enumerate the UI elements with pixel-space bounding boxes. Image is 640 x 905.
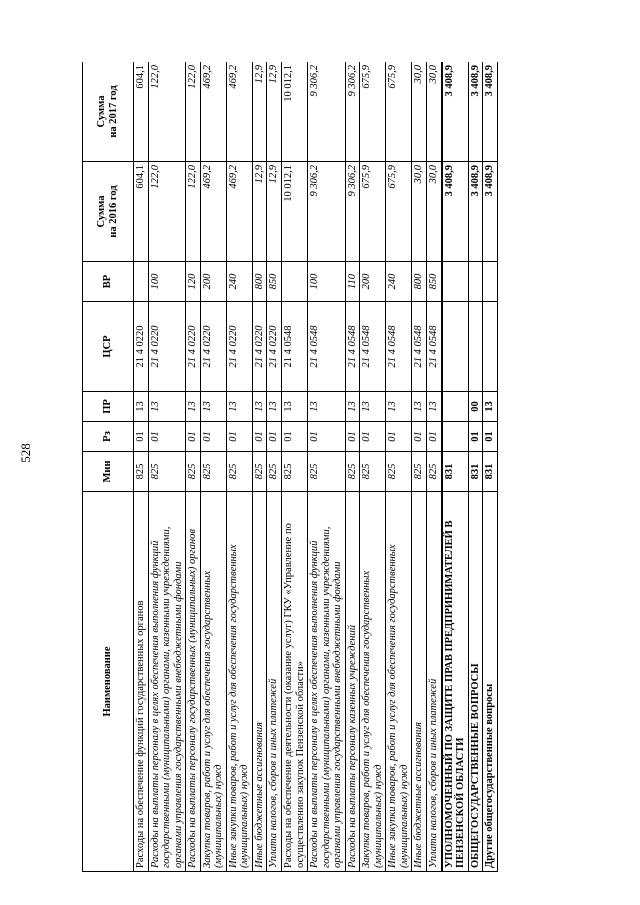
row-name: Иные бюджетные ассигнования	[412, 492, 427, 872]
row-min: 825	[412, 452, 427, 492]
row-vr	[442, 262, 469, 302]
row-pr: 13	[134, 392, 149, 422]
row-name: Расходы на обеспечение функций государственных органов	[134, 492, 149, 872]
row-pr: 13	[200, 392, 226, 422]
row-min: 825	[360, 452, 386, 492]
page-number-text: 528	[18, 442, 33, 463]
row-sum-2017: 122,0	[186, 62, 201, 162]
row-csr: 21 4 0548	[282, 302, 308, 392]
table-row	[267, 62, 282, 872]
row-sum-2016: 10 012,1	[282, 162, 308, 262]
row-name: Расходы на обеспечение деятельности (оказание услуг) ГКУ «Управление по осуществлению закупок Пензенской области»	[282, 492, 308, 872]
row-sum-2016: 9 306,2	[345, 162, 360, 262]
table-row	[226, 62, 252, 872]
table-header	[83, 62, 134, 872]
row-csr	[483, 302, 498, 392]
row-name: Другие общегосударственные вопросы	[483, 492, 498, 872]
row-rz: 01	[134, 422, 149, 452]
table-row	[308, 62, 346, 872]
table-row	[468, 62, 483, 872]
row-rz: 01	[386, 422, 412, 452]
row-min: 825	[252, 452, 267, 492]
table-row	[483, 62, 498, 872]
row-pr: 13	[360, 392, 386, 422]
row-vr: 200	[200, 262, 226, 302]
table-row	[412, 62, 427, 872]
row-rz: 01	[267, 422, 282, 452]
row-name: Расходы на выплаты персоналу в целях обеспечения выполнения функций государственными (муниципальными) органами, казенными учреждениями, органами управления государственными внебюджетными фондами	[308, 492, 346, 872]
header-sum-2017	[83, 62, 134, 162]
row-pr: 13	[308, 392, 346, 422]
row-min: 825	[134, 452, 149, 492]
row-sum-2017: 675,9	[360, 62, 386, 162]
row-pr: 13	[345, 392, 360, 422]
row-vr: 110	[345, 262, 360, 302]
row-sum-2017: 3 408,9	[442, 62, 469, 162]
row-min: 825	[186, 452, 201, 492]
row-rz	[442, 422, 469, 452]
row-csr: 21 4 0548	[386, 302, 412, 392]
row-rz: 01	[468, 422, 483, 452]
row-vr: 100	[308, 262, 346, 302]
row-pr: 13	[386, 392, 412, 422]
row-rz: 01	[282, 422, 308, 452]
row-vr: 240	[226, 262, 252, 302]
row-rz: 01	[148, 422, 186, 452]
table-rotator	[82, 62, 584, 872]
table-row	[345, 62, 360, 872]
table-row	[282, 62, 308, 872]
row-sum-2017: 604,1	[134, 62, 149, 162]
row-pr: 13	[252, 392, 267, 422]
header-pr: ПР	[83, 392, 134, 422]
row-pr	[442, 392, 469, 422]
header-name: Наименование	[83, 492, 134, 872]
row-sum-2016: 122,0	[148, 162, 186, 262]
table-row	[360, 62, 386, 872]
row-name: Уплата налогов, сборов и иных платежей	[267, 492, 282, 872]
row-sum-2017: 122,0	[148, 62, 186, 162]
header-csr: ЦСР	[83, 302, 134, 392]
row-sum-2016: 675,9	[360, 162, 386, 262]
row-vr	[468, 262, 483, 302]
header-rz: Рз	[83, 422, 134, 452]
row-sum-2017: 9 306,2	[345, 62, 360, 162]
row-pr: 13	[226, 392, 252, 422]
row-sum-2017: 30,0	[412, 62, 427, 162]
row-sum-2016: 3 408,9	[442, 162, 469, 262]
row-sum-2017: 675,9	[386, 62, 412, 162]
row-name: ОБЩЕГОСУДАРСТВЕННЫЕ ВОПРОСЫ	[468, 492, 483, 872]
row-sum-2016: 469,2	[200, 162, 226, 262]
row-min: 825	[345, 452, 360, 492]
row-sum-2016: 469,2	[226, 162, 252, 262]
row-pr: 00	[468, 392, 483, 422]
row-min: 825	[148, 452, 186, 492]
table-row	[186, 62, 201, 872]
row-sum-2017: 3 408,9	[483, 62, 498, 162]
row-csr: 21 4 0220	[186, 302, 201, 392]
row-csr	[442, 302, 469, 392]
row-name: Закупка товаров, работ и услуг для обеспечения государственных (муниципальных) нужд	[360, 492, 386, 872]
row-vr: 800	[252, 262, 267, 302]
row-csr: 21 4 0220	[267, 302, 282, 392]
row-name: Иные бюджетные ассигнования	[252, 492, 267, 872]
row-vr: 100	[148, 262, 186, 302]
row-pr: 13	[483, 392, 498, 422]
table-row	[386, 62, 412, 872]
header-sum-2016	[83, 162, 134, 262]
row-min: 825	[226, 452, 252, 492]
row-min: 825	[427, 452, 442, 492]
row-pr: 13	[412, 392, 427, 422]
table-row	[148, 62, 186, 872]
row-vr: 200	[360, 262, 386, 302]
row-sum-2017: 12,9	[267, 62, 282, 162]
row-name: Расходы на выплаты персоналу в целях обеспечения выполнения функций государственными (муниципальными) органами, казенными учреждениями, органами управления государственными внебюджетными фондами	[148, 492, 186, 872]
row-vr	[134, 262, 149, 302]
row-min: 825	[282, 452, 308, 492]
row-sum-2017: 12,9	[252, 62, 267, 162]
row-pr: 13	[267, 392, 282, 422]
row-rz: 01	[308, 422, 346, 452]
row-csr: 21 4 0548	[360, 302, 386, 392]
header-row	[83, 62, 134, 872]
row-pr: 13	[282, 392, 308, 422]
row-rz: 01	[186, 422, 201, 452]
row-name: УПОЛНОМОЧЕННЫЙ ПО ЗАЩИТЕ ПРАВ ПРЕДПРИНИМАТЕЛЕЙ В ПЕНЗЕНСКОЙ ОБЛАСТИ	[442, 492, 469, 872]
header-sum-2017-line1: Сумма	[96, 95, 108, 128]
row-vr: 120	[186, 262, 201, 302]
table-row	[252, 62, 267, 872]
row-csr: 21 4 0220	[252, 302, 267, 392]
row-sum-2016: 675,9	[386, 162, 412, 262]
table-row	[134, 62, 149, 872]
header-sum-2016-line1: Сумма	[96, 195, 108, 228]
rotated-table-area	[82, 62, 584, 872]
row-min: 825	[386, 452, 412, 492]
row-rz: 01	[252, 422, 267, 452]
row-csr: 21 4 0548	[412, 302, 427, 392]
budget-table	[82, 62, 498, 872]
row-name: Расходы на выплаты персоналу государственных (муниципальных) органов	[186, 492, 201, 872]
row-csr: 21 4 0220	[148, 302, 186, 392]
row-csr: 21 4 0548	[345, 302, 360, 392]
row-sum-2017: 9 306,2	[308, 62, 346, 162]
header-sum-2017-line2: на 2017 год	[108, 85, 119, 138]
row-rz: 01	[483, 422, 498, 452]
header-sum-2016-line2: на 2016 год	[108, 185, 119, 238]
row-csr: 21 4 0220	[226, 302, 252, 392]
row-sum-2016: 3 408,9	[483, 162, 498, 262]
row-csr: 21 4 0220	[200, 302, 226, 392]
row-min: 825	[308, 452, 346, 492]
row-sum-2016: 30,0	[427, 162, 442, 262]
row-vr: 850	[427, 262, 442, 302]
row-sum-2017: 3 408,9	[468, 62, 483, 162]
row-sum-2016: 604,1	[134, 162, 149, 262]
row-min: 831	[468, 452, 483, 492]
row-pr: 13	[148, 392, 186, 422]
row-vr	[282, 262, 308, 302]
row-rz: 01	[427, 422, 442, 452]
row-min: 825	[267, 452, 282, 492]
row-sum-2016: 122,0	[186, 162, 201, 262]
row-rz: 01	[226, 422, 252, 452]
row-rz: 01	[412, 422, 427, 452]
header-min: Мин	[83, 452, 134, 492]
table-row	[427, 62, 442, 872]
row-rz: 01	[360, 422, 386, 452]
row-vr: 240	[386, 262, 412, 302]
table-body	[134, 62, 498, 872]
row-min: 831	[442, 452, 469, 492]
table-row	[442, 62, 469, 872]
row-sum-2017: 469,2	[226, 62, 252, 162]
row-vr: 850	[267, 262, 282, 302]
row-sum-2017: 469,2	[200, 62, 226, 162]
page-number	[6, 0, 46, 905]
row-pr: 13	[427, 392, 442, 422]
row-name: Иные закупки товаров, работ и услуг для обеспечения государственных (муниципальных) нужд	[226, 492, 252, 872]
row-csr: 21 4 0220	[134, 302, 149, 392]
row-rz: 01	[200, 422, 226, 452]
row-vr: 800	[412, 262, 427, 302]
header-vr: ВР	[83, 262, 134, 302]
row-pr: 13	[186, 392, 201, 422]
row-sum-2017: 10 012,1	[282, 62, 308, 162]
row-rz: 01	[345, 422, 360, 452]
row-sum-2016: 9 306,2	[308, 162, 346, 262]
row-min: 825	[200, 452, 226, 492]
row-sum-2016: 12,9	[267, 162, 282, 262]
row-csr: 21 4 0548	[427, 302, 442, 392]
row-sum-2016: 12,9	[252, 162, 267, 262]
table-row	[200, 62, 226, 872]
row-csr: 21 4 0548	[308, 302, 346, 392]
row-min: 831	[483, 452, 498, 492]
row-sum-2016: 3 408,9	[468, 162, 483, 262]
row-name: Расходы на выплаты персоналу казенных учреждений	[345, 492, 360, 872]
row-vr	[483, 262, 498, 302]
row-name: Уплата налогов, сборов и иных платежей	[427, 492, 442, 872]
row-sum-2016: 30,0	[412, 162, 427, 262]
row-sum-2017: 30,0	[427, 62, 442, 162]
row-csr	[468, 302, 483, 392]
row-name: Закупка товаров, работ и услуг для обеспечения государственных (муниципальных) нужд	[200, 492, 226, 872]
row-name: Иные закупки товаров, работ и услуг для обеспечения государственных (муниципальных) нужд	[386, 492, 412, 872]
